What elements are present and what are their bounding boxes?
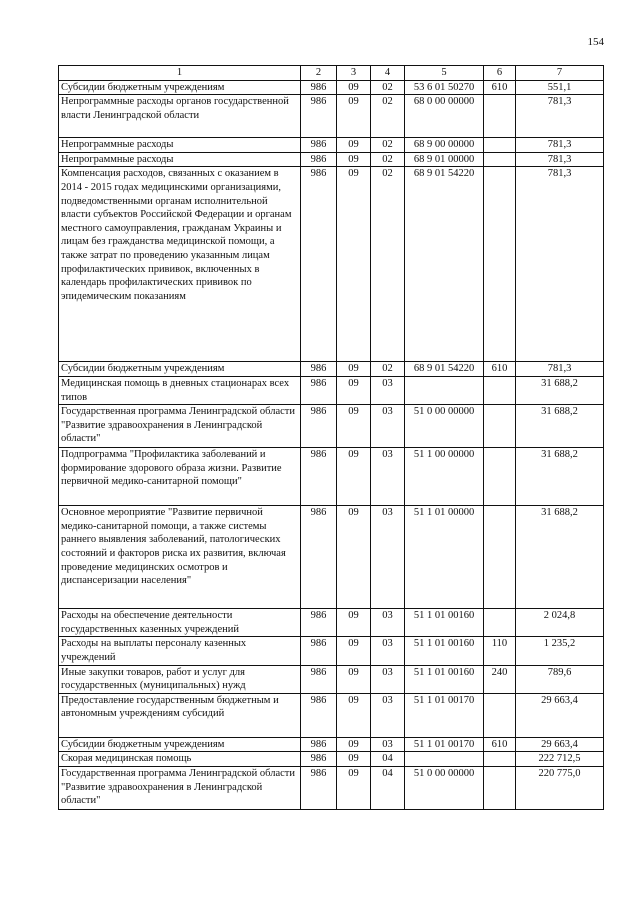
row-rz: 09 — [337, 637, 371, 665]
row-gr: 986 — [301, 506, 337, 609]
header-col-1: 1 — [59, 66, 301, 81]
row-sum: 220 775,0 — [516, 766, 604, 809]
row-rz: 09 — [337, 693, 371, 737]
row-vr — [484, 152, 516, 167]
table-row — [59, 737, 604, 752]
table-row — [59, 362, 604, 377]
row-gr: 986 — [301, 609, 337, 637]
row-rz: 09 — [337, 95, 371, 138]
table-row — [59, 693, 604, 737]
page-number: 154 — [587, 36, 604, 48]
row-name: Субсидии бюджетным учреждениям — [59, 80, 301, 95]
row-csr: 68 9 00 00000 — [405, 138, 484, 153]
row-vr — [484, 609, 516, 637]
row-gr: 986 — [301, 376, 337, 404]
row-gr: 986 — [301, 737, 337, 752]
header-col-4: 4 — [371, 66, 405, 81]
row-pr: 03 — [371, 637, 405, 665]
row-name: Расходы на обеспечение деятельности государственных казенных учреждений — [59, 609, 301, 637]
row-vr: 610 — [484, 737, 516, 752]
row-name: Государственная программа Ленинградской области "Развитие здравоохранения в Ленинградской области" — [59, 405, 301, 448]
row-vr: 240 — [484, 665, 516, 693]
row-pr: 03 — [371, 448, 405, 506]
row-sum: 222 712,5 — [516, 752, 604, 767]
row-vr — [484, 167, 516, 362]
row-vr — [484, 506, 516, 609]
row-vr — [484, 376, 516, 404]
row-sum: 1 235,2 — [516, 637, 604, 665]
row-rz: 09 — [337, 448, 371, 506]
row-rz: 09 — [337, 609, 371, 637]
row-sum: 781,3 — [516, 152, 604, 167]
table-row — [59, 405, 604, 448]
row-name: Подпрограмма "Профилактика заболеваний и формирование здорового образа жизни. Развитие первичной медико-санитарной помощи" — [59, 448, 301, 506]
row-vr — [484, 766, 516, 809]
row-gr: 986 — [301, 362, 337, 377]
row-csr: 53 6 01 50270 — [405, 80, 484, 95]
header-col-7: 7 — [516, 66, 604, 81]
row-pr: 03 — [371, 609, 405, 637]
row-gr: 986 — [301, 752, 337, 767]
row-vr: 610 — [484, 80, 516, 95]
row-rz: 09 — [337, 376, 371, 404]
table-row — [59, 152, 604, 167]
row-rz: 09 — [337, 80, 371, 95]
row-vr — [484, 448, 516, 506]
header-col-6: 6 — [484, 66, 516, 81]
table-row — [59, 506, 604, 609]
row-csr: 51 1 01 00160 — [405, 665, 484, 693]
table-row — [59, 167, 604, 362]
row-name: Субсидии бюджетным учреждениям — [59, 737, 301, 752]
row-name: Основное мероприятие "Развитие первичной медико-санитарной помощи, а также системы раннего выявления заболеваний, патологических состояний и факторов риска их развития, включая проведение медицинских осмотров и диспансеризации населения" — [59, 506, 301, 609]
row-gr: 986 — [301, 80, 337, 95]
row-csr: 51 1 01 00170 — [405, 737, 484, 752]
row-gr: 986 — [301, 138, 337, 153]
row-sum: 781,3 — [516, 95, 604, 138]
budget-table — [58, 65, 604, 810]
row-gr: 986 — [301, 167, 337, 362]
row-name: Непрограммные расходы — [59, 152, 301, 167]
row-csr: 68 9 01 00000 — [405, 152, 484, 167]
table-row — [59, 609, 604, 637]
row-name: Субсидии бюджетным учреждениям — [59, 362, 301, 377]
row-pr: 04 — [371, 766, 405, 809]
row-gr: 986 — [301, 152, 337, 167]
row-sum: 29 663,4 — [516, 737, 604, 752]
row-rz: 09 — [337, 737, 371, 752]
row-pr: 02 — [371, 167, 405, 362]
row-pr: 04 — [371, 752, 405, 767]
row-vr — [484, 405, 516, 448]
table-row — [59, 80, 604, 95]
row-sum: 2 024,8 — [516, 609, 604, 637]
row-gr: 986 — [301, 693, 337, 737]
row-csr — [405, 752, 484, 767]
row-pr: 02 — [371, 80, 405, 95]
row-pr: 02 — [371, 152, 405, 167]
table-header-row — [59, 66, 604, 81]
table-row — [59, 665, 604, 693]
row-pr: 02 — [371, 138, 405, 153]
row-sum: 31 688,2 — [516, 506, 604, 609]
row-vr — [484, 752, 516, 767]
row-sum: 789,6 — [516, 665, 604, 693]
row-csr: 51 1 01 00160 — [405, 609, 484, 637]
row-rz: 09 — [337, 766, 371, 809]
row-name: Непрограммные расходы — [59, 138, 301, 153]
header-col-2: 2 — [301, 66, 337, 81]
row-pr: 03 — [371, 665, 405, 693]
row-rz: 09 — [337, 167, 371, 362]
row-name: Предоставление государственным бюджетным и автономным учреждениям субсидий — [59, 693, 301, 737]
header-col-3: 3 — [337, 66, 371, 81]
row-vr — [484, 693, 516, 737]
row-gr: 986 — [301, 448, 337, 506]
row-gr: 986 — [301, 665, 337, 693]
row-sum: 781,3 — [516, 167, 604, 362]
row-name: Расходы на выплаты персоналу казенных учреждений — [59, 637, 301, 665]
row-name: Медицинская помощь в дневных стационарах всех типов — [59, 376, 301, 404]
row-sum: 781,3 — [516, 138, 604, 153]
row-gr: 986 — [301, 95, 337, 138]
row-rz: 09 — [337, 506, 371, 609]
table-row — [59, 448, 604, 506]
row-name: Компенсация расходов, связанных с оказанием в 2014 - 2015 годах медицинскими организациями, подведомственными органам исполнительной власти субъектов Российской Федерации и органам местного самоуправления, гражданам Украины и лицам без гражданства медицинской помощи, а также затрат по проведению указанным лицам профилактических прививок, включенных в календарь профилактических прививок по эпидемическим показаниям — [59, 167, 301, 362]
row-pr: 03 — [371, 376, 405, 404]
row-gr: 986 — [301, 405, 337, 448]
table-row — [59, 637, 604, 665]
header-col-5: 5 — [405, 66, 484, 81]
row-pr: 02 — [371, 362, 405, 377]
row-name: Скорая медицинская помощь — [59, 752, 301, 767]
row-rz: 09 — [337, 405, 371, 448]
row-rz: 09 — [337, 665, 371, 693]
table-row — [59, 138, 604, 153]
row-sum: 31 688,2 — [516, 376, 604, 404]
row-pr: 03 — [371, 737, 405, 752]
row-csr: 51 1 01 00170 — [405, 693, 484, 737]
row-sum: 31 688,2 — [516, 448, 604, 506]
row-pr: 02 — [371, 95, 405, 138]
row-csr: 51 1 01 00000 — [405, 506, 484, 609]
row-sum: 781,3 — [516, 362, 604, 377]
row-csr: 51 1 01 00160 — [405, 637, 484, 665]
row-vr: 610 — [484, 362, 516, 377]
row-pr: 03 — [371, 405, 405, 448]
table-row — [59, 95, 604, 138]
row-csr: 68 9 01 54220 — [405, 167, 484, 362]
row-vr — [484, 95, 516, 138]
row-csr: 51 0 00 00000 — [405, 405, 484, 448]
row-name: Иные закупки товаров, работ и услуг для государственных (муниципальных) нужд — [59, 665, 301, 693]
row-pr: 03 — [371, 506, 405, 609]
row-csr: 51 0 00 00000 — [405, 766, 484, 809]
row-vr — [484, 138, 516, 153]
row-sum: 29 663,4 — [516, 693, 604, 737]
row-gr: 986 — [301, 766, 337, 809]
row-pr: 03 — [371, 693, 405, 737]
row-rz: 09 — [337, 138, 371, 153]
row-rz: 09 — [337, 362, 371, 377]
row-csr: 68 0 00 00000 — [405, 95, 484, 138]
row-sum: 551,1 — [516, 80, 604, 95]
table-row — [59, 766, 604, 809]
row-csr: 51 1 00 00000 — [405, 448, 484, 506]
row-sum: 31 688,2 — [516, 405, 604, 448]
row-vr: 110 — [484, 637, 516, 665]
row-name: Государственная программа Ленинградской области "Развитие здравоохранения в Ленинградской области" — [59, 766, 301, 809]
table-row — [59, 752, 604, 767]
row-gr: 986 — [301, 637, 337, 665]
row-rz: 09 — [337, 152, 371, 167]
table-row — [59, 376, 604, 404]
row-csr: 68 9 01 54220 — [405, 362, 484, 377]
row-rz: 09 — [337, 752, 371, 767]
row-name: Непрограммные расходы органов государственной власти Ленинградской области — [59, 95, 301, 138]
row-csr — [405, 376, 484, 404]
